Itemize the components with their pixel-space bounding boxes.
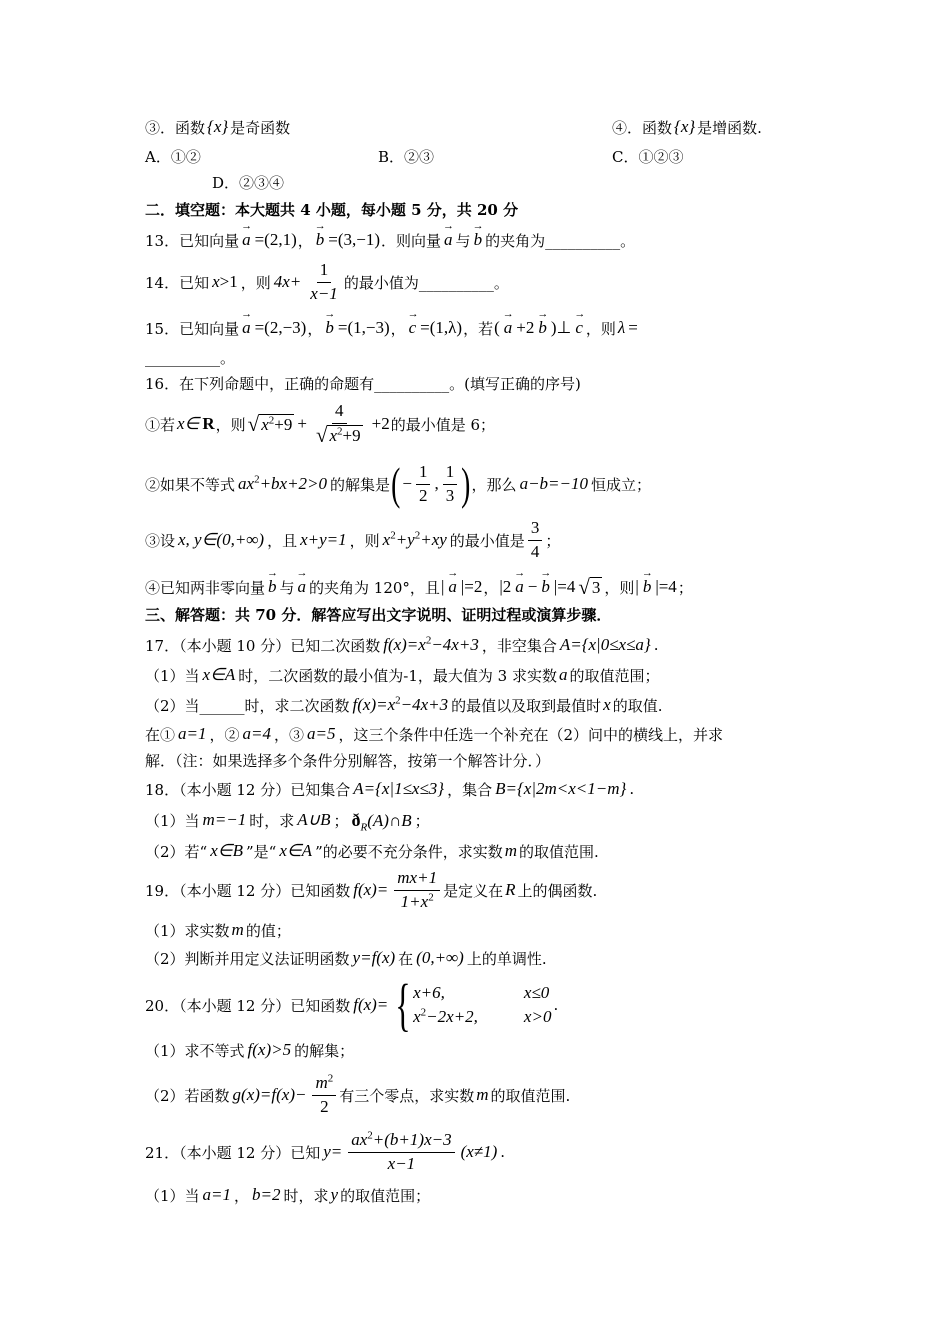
q19-part-1 xyxy=(145,915,291,945)
fraction-numerator: 1 xyxy=(317,260,332,282)
text-segment: ，集合 xyxy=(447,780,493,799)
superscript: 2 xyxy=(428,890,434,903)
q21-stem xyxy=(145,1129,506,1173)
text-segment: 时，二次函数的最小值为-1，最大值为 3 求实数 xyxy=(238,666,557,685)
q14-line xyxy=(145,260,509,303)
text-segment: 的值； xyxy=(245,921,291,940)
vector-symbol: → b xyxy=(540,577,551,597)
text-segment: 的取值范围. xyxy=(490,1086,571,1105)
vector-symbol: → b xyxy=(473,230,484,250)
math-expression: +9 xyxy=(274,414,293,434)
text-segment: ， xyxy=(307,319,323,338)
text-segment: 的夹角为__________。 xyxy=(485,231,636,250)
text-segment: ，则 xyxy=(604,578,635,597)
option-label: D．②③④ xyxy=(212,173,285,192)
vector-symbol: → a xyxy=(241,230,252,250)
fraction-numerator xyxy=(348,1130,454,1152)
text-segment: 的取值范围； xyxy=(340,1186,431,1205)
text-segment: ； xyxy=(414,811,430,830)
fraction-denominator: 2 xyxy=(418,485,428,505)
math-expression xyxy=(212,272,238,292)
math-expression: y=f(x) xyxy=(352,948,396,967)
superscript: 2 xyxy=(367,1129,373,1142)
fraction xyxy=(348,1130,454,1174)
text-segment: ，则 xyxy=(349,531,380,550)
real-numbers-symbol: R xyxy=(202,414,215,433)
complement-symbol: ð xyxy=(351,809,361,830)
text-segment: 的解集； xyxy=(294,1041,355,1060)
variable: a xyxy=(559,665,568,684)
math-expression: x∈ xyxy=(177,414,200,433)
text-segment: 的夹角为 120°，且 xyxy=(309,578,440,597)
text-segment: 的取值范围. xyxy=(519,842,599,861)
radical-sign: √ xyxy=(578,574,590,599)
vector-symbol: → a xyxy=(443,230,454,250)
fraction-denominator: 3 xyxy=(445,485,455,505)
math-expression: (x≠1) xyxy=(460,1142,498,1161)
text-segment: 20．（本小题 12 分）已知函数 xyxy=(145,996,351,1015)
vector-symbol: → b xyxy=(315,230,326,250)
q20-part-1 xyxy=(145,1035,354,1065)
q20-part-2 xyxy=(145,1072,571,1116)
text-segment: ，则 xyxy=(585,319,616,338)
vector-symbol: → b xyxy=(537,318,548,338)
text-segment: （1）当 xyxy=(145,666,200,685)
fraction-numerator: 1 xyxy=(416,462,431,484)
text-segment: 时，求 xyxy=(249,811,295,830)
math-expression: =(1,−3) xyxy=(337,318,390,337)
text-segment: 与 xyxy=(455,231,471,250)
math-expression: y= xyxy=(323,1142,343,1161)
text-segment: . xyxy=(653,636,659,654)
math-expression: +2 xyxy=(516,318,535,337)
text-segment: . xyxy=(553,996,559,1014)
text-segment: 在① xyxy=(145,725,176,744)
text-segment: 的最小值为__________。 xyxy=(343,273,509,292)
q12-statement-4 xyxy=(612,112,762,142)
math-expression: b=2 xyxy=(252,1185,281,1204)
radical-sign: √ xyxy=(247,411,260,436)
superscript: 2 xyxy=(390,529,396,542)
variable: x xyxy=(212,272,220,291)
text-segment: 16．在下列命题中，正确的命题有__________。(填写正确的序号) xyxy=(145,374,581,393)
math-expression: A={x|0≤x≤a} xyxy=(559,635,651,654)
variable: x xyxy=(329,425,338,445)
section-heading: 二．填空题：本大题共 4 小题，每小题 5 分，共 20 分 xyxy=(145,200,519,219)
q12-option-b xyxy=(378,141,434,171)
math-expression: a=1 xyxy=(202,1185,232,1204)
math-expression: f(x)= xyxy=(353,880,389,899)
vector-symbol: → c xyxy=(408,318,418,338)
variable: m xyxy=(315,1073,328,1093)
radicand: 3 xyxy=(591,577,601,597)
q20-stem xyxy=(145,972,559,1037)
text-segment: ．则向量 xyxy=(381,231,442,250)
text-segment: ，那么 xyxy=(471,475,517,494)
section-3-title xyxy=(145,599,611,629)
math-expression xyxy=(352,810,412,831)
fraction xyxy=(312,1073,336,1117)
text-segment: 的取值范围； xyxy=(569,666,660,685)
math-expression: (0,+∞) xyxy=(416,948,464,967)
fraction-numerator: mx+1 xyxy=(394,868,440,890)
option-label: B．②③ xyxy=(378,147,435,166)
math-expression: )⊥ xyxy=(550,318,572,337)
fraction xyxy=(416,462,431,506)
vector-symbol: → b xyxy=(642,577,653,597)
math-expression xyxy=(383,530,447,550)
section-heading: 三、解答题：共 70 分．解答应写出文字说明、证明过程或演算步骤． xyxy=(145,605,612,624)
vector-symbol: → a xyxy=(447,577,458,597)
text-segment: 21．（本小题 12 分）已知 xyxy=(145,1143,321,1162)
math-expression: f(x)=x xyxy=(352,695,396,714)
text-segment: 的取值. xyxy=(612,696,663,715)
text-segment: 与 xyxy=(279,578,295,597)
text-segment: ①若 xyxy=(145,415,176,434)
math-expression: 1+x xyxy=(400,891,429,911)
variable: m xyxy=(231,920,244,939)
math-expression: +xy xyxy=(420,530,447,549)
superscript: 2 xyxy=(414,529,421,542)
square-root xyxy=(315,422,363,447)
vector-symbol: → a xyxy=(503,318,514,338)
text-segment: 上的偶函数. xyxy=(517,881,598,900)
text-segment: （1）求实数 xyxy=(145,921,230,940)
math-expression: g(x)=f(x)− xyxy=(232,1085,307,1104)
text-segment: 19．（本小题 12 分）已知函数 xyxy=(145,881,351,900)
text-segment: ，若 xyxy=(463,319,494,338)
text-segment: ； xyxy=(677,578,693,597)
fraction xyxy=(307,260,341,304)
text-segment: ； xyxy=(333,811,349,830)
text-segment: 是定义在 xyxy=(443,881,504,900)
text-segment: 17．（本小题 10 分）已知二次函数 xyxy=(145,636,381,655)
text-segment: 有三个零点，求实数 xyxy=(339,1086,475,1105)
superscript: 2 xyxy=(395,694,401,707)
text-segment: ， xyxy=(483,578,499,597)
math-expression: |2 xyxy=(499,577,512,596)
math-expression: x∈B xyxy=(210,841,243,860)
text-segment: ，③ xyxy=(274,725,305,744)
math-expression: − xyxy=(402,474,412,493)
q12-option-a xyxy=(145,141,201,171)
text-segment: 时，求 xyxy=(283,1186,329,1205)
superscript: 2 xyxy=(254,473,260,486)
math-expression: a−b=−10 xyxy=(519,474,588,493)
variable: m xyxy=(476,1085,489,1104)
option-label: A．①② xyxy=(145,147,201,166)
q18-part-2 xyxy=(145,836,599,866)
text-segment: ，且 xyxy=(267,531,298,550)
text-segment: ，非空集合 xyxy=(481,636,557,655)
math-expression: ax xyxy=(351,1130,368,1150)
q15-line-1 xyxy=(145,313,639,343)
text-segment: ④已知两非零向量 xyxy=(145,578,266,597)
variable: x xyxy=(413,1007,421,1026)
text-segment: ”的必要不充分条件，求实数 xyxy=(315,842,503,861)
math-expression: +y xyxy=(395,530,415,549)
large-parenthesis: ( xyxy=(391,458,401,509)
text-segment: ； xyxy=(545,531,561,550)
text-segment: . xyxy=(629,780,635,798)
math-expression: f(x)= xyxy=(353,995,389,1014)
math-expression: | xyxy=(635,577,639,596)
math-expression: A∪B xyxy=(297,810,331,829)
q12-option-c xyxy=(612,141,683,171)
math-expression: m=−1 xyxy=(202,810,247,829)
math-expression: a=1 xyxy=(178,724,207,743)
text-segment: ，这三个条件中任选一个补充在（2）问中的横线上，并求 xyxy=(338,725,724,744)
math-expression: +bx+2>0 xyxy=(259,474,328,493)
variable: x xyxy=(603,695,611,714)
text-segment: 的最小值是 xyxy=(449,531,525,550)
text-segment: 15．已知向量 xyxy=(145,319,240,338)
math-expression: A={x|1≤x≤3} xyxy=(353,779,445,798)
q16-proposition-2 xyxy=(145,458,651,509)
math-expression xyxy=(383,635,479,655)
superscript: 2 xyxy=(420,1006,427,1019)
fraction-denominator xyxy=(398,891,437,912)
math-expression: + xyxy=(297,414,307,433)
math-expression: f(x)=x xyxy=(383,635,426,654)
vector-symbol: → a xyxy=(241,318,252,338)
fraction xyxy=(311,401,368,447)
fraction xyxy=(443,462,458,506)
fraction-denominator xyxy=(311,424,368,447)
superscript: 2 xyxy=(337,425,343,438)
vector-symbol: → c xyxy=(574,318,584,338)
subscript: R xyxy=(360,820,368,833)
fraction xyxy=(528,518,543,562)
q17-note-2 xyxy=(145,745,550,775)
q16-stem xyxy=(145,368,581,398)
text-segment: 的解集是 xyxy=(330,475,391,494)
math-expression: = xyxy=(628,318,638,337)
piecewise-cases xyxy=(413,983,551,1027)
case-condition: x≤0 xyxy=(523,983,550,1002)
radicand xyxy=(259,414,294,435)
math-expression: , xyxy=(434,474,439,493)
math-expression: ( xyxy=(494,318,500,337)
text-segment: ， xyxy=(234,1186,250,1205)
variable: y xyxy=(330,1185,339,1204)
text-segment: ， xyxy=(390,319,406,338)
text-segment: 上的单调性. xyxy=(466,949,547,968)
math-expression: =(2,−3) xyxy=(254,318,307,337)
fraction-numerator: 3 xyxy=(528,518,543,540)
text-segment: 的最小值是 6； xyxy=(390,415,496,434)
q18-part-1 xyxy=(145,805,430,835)
variable: λ xyxy=(617,318,626,337)
text-segment: 是奇函数 xyxy=(230,118,291,137)
math-expression: −4x+3 xyxy=(400,695,449,714)
math-expression: |=4 xyxy=(655,577,677,596)
math-expression xyxy=(353,695,449,715)
text-segment: （2）若“ xyxy=(145,842,208,861)
text-segment: ， xyxy=(297,231,313,250)
q16-proposition-3 xyxy=(145,518,561,561)
q17-part-1 xyxy=(145,660,660,690)
math-expression: a=4 xyxy=(242,724,271,743)
vector-symbol: → a xyxy=(297,577,308,597)
fraction-numerator xyxy=(312,1073,336,1095)
math-expression: =(1,λ) xyxy=(420,318,463,337)
math-expression: a=5 xyxy=(307,724,336,743)
superscript: 2 xyxy=(425,634,432,647)
fraction-numerator: 4 xyxy=(332,401,347,423)
math-expression: |=4 xyxy=(553,577,576,596)
math-expression: >1 xyxy=(219,272,238,291)
text-segment: 18．（本小题 12 分）已知集合 xyxy=(145,780,351,799)
math-expression: B={x|2m<x<1−m} xyxy=(495,779,627,798)
radical-sign: √ xyxy=(315,422,328,447)
math-expression: x∈A xyxy=(202,665,236,684)
text-segment: 13．已知向量 xyxy=(145,231,240,250)
option-label: C．①②③ xyxy=(612,147,684,166)
superscript: 2 xyxy=(268,414,275,427)
text-segment: （2）判断并用定义法证明函数 xyxy=(145,949,350,968)
text-segment: 是增函数. xyxy=(697,118,762,137)
text-segment: （1）求不等式 xyxy=(145,1041,245,1060)
math-expression: x∈A xyxy=(279,841,313,860)
variable: m xyxy=(504,841,518,860)
math-expression: | xyxy=(440,577,445,596)
text-segment: ②如果不等式 xyxy=(145,475,236,494)
math-expression: {x} xyxy=(207,117,229,136)
large-brace: { xyxy=(395,972,411,1037)
math-expression: 4x+ xyxy=(273,272,302,291)
math-expression: {x} xyxy=(674,117,696,136)
square-root xyxy=(578,574,602,599)
case-condition: x>0 xyxy=(523,1007,552,1026)
q16-proposition-1 xyxy=(145,401,496,447)
text-segment: ③设 xyxy=(145,531,176,550)
text-segment: ④．函数 xyxy=(612,118,673,137)
text-segment: ③．函数 xyxy=(145,118,206,137)
text-segment: . xyxy=(500,1143,506,1161)
math-expression: ax xyxy=(238,474,255,493)
q12-statement-3 xyxy=(145,112,290,142)
vector-symbol: → b xyxy=(267,577,278,597)
math-expression: x+y=1 xyxy=(300,530,347,549)
q17-part-2 xyxy=(145,690,663,720)
text-segment: 恒成立； xyxy=(590,475,651,494)
superscript: 2 xyxy=(327,1072,334,1085)
math-expression: − xyxy=(527,577,538,596)
large-parenthesis: ) xyxy=(461,458,471,509)
math-expression xyxy=(238,474,327,494)
math-expression: −4x+3 xyxy=(431,635,479,654)
text-segment: ”是“ xyxy=(245,842,277,861)
case-expression: x+6, xyxy=(413,983,445,1002)
text-segment: 14．已知 xyxy=(145,273,210,292)
radicand xyxy=(327,425,362,446)
text-segment: ，则 xyxy=(240,273,271,292)
fraction-denominator: 4 xyxy=(530,541,540,561)
square-root xyxy=(247,411,295,436)
q17-stem xyxy=(145,630,659,660)
text-segment: 解．（注：如果选择多个条件分别解答，按第一个解答计分．） xyxy=(145,751,551,770)
math-expression: +(b+1)x−3 xyxy=(372,1130,452,1150)
math-expression: f(x)>5 xyxy=(247,1040,292,1059)
q19-part-2 xyxy=(145,943,547,973)
variable: x xyxy=(382,530,391,549)
math-expression: =(2,1) xyxy=(254,230,297,249)
q16-proposition-4 xyxy=(145,572,693,602)
q12-option-d xyxy=(212,167,284,197)
q19-stem xyxy=(145,868,598,911)
text-segment: （2）当______时，求二次函数 xyxy=(145,696,350,715)
fraction xyxy=(394,868,440,912)
answer-blank: __________。 xyxy=(145,348,236,367)
math-expression: =(3,−1) xyxy=(328,230,381,249)
vector-symbol: → b xyxy=(324,318,335,338)
vector-symbol: → a xyxy=(514,577,525,597)
text-segment: （1）当 xyxy=(145,811,200,830)
section-2-title xyxy=(145,194,518,224)
math-expression: |=2 xyxy=(460,577,483,596)
text-segment: ，② xyxy=(209,725,240,744)
variable: x xyxy=(261,414,269,434)
variable: R xyxy=(505,880,516,899)
math-expression: −2x+2, xyxy=(426,1007,478,1026)
fraction-denominator: 2 xyxy=(320,1096,329,1116)
math-expression: (A)∩B xyxy=(367,810,412,830)
fraction-denominator: x−1 xyxy=(387,1153,416,1173)
fraction-numerator: 1 xyxy=(443,462,458,484)
q21-part-1 xyxy=(145,1180,430,1210)
fraction-denominator: x−1 xyxy=(310,283,338,303)
q18-stem xyxy=(145,774,634,804)
text-segment: 在 xyxy=(398,949,414,968)
math-expression: +2 xyxy=(371,414,390,433)
text-segment: ，则 xyxy=(215,415,246,434)
case-expression xyxy=(413,1007,478,1027)
q13-line xyxy=(145,225,635,255)
math-expression: +9 xyxy=(342,425,361,445)
text-segment: （1）当 xyxy=(145,1186,200,1205)
text-segment: （2）若函数 xyxy=(145,1086,230,1105)
text-segment: 的最值以及取到最值时 xyxy=(451,696,602,715)
math-expression: x, y∈(0,+∞) xyxy=(178,530,265,549)
